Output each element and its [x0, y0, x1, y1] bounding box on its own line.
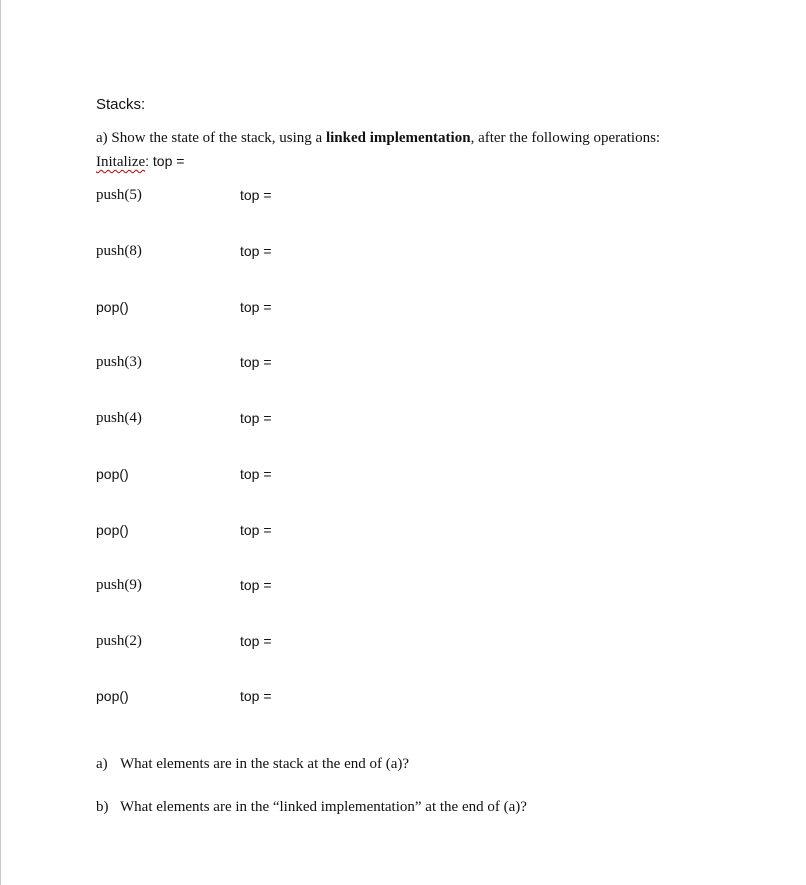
list-marker: a)	[96, 756, 108, 772]
operation-row	[96, 299, 396, 319]
operation-top: top =	[240, 688, 272, 704]
operation-row	[96, 410, 396, 430]
operation-name: push(9)	[96, 577, 142, 593]
operation-row	[96, 243, 396, 263]
operation-row	[96, 187, 396, 207]
operation-top: top =	[240, 410, 272, 426]
list-marker: b)	[96, 799, 109, 815]
operation-name: pop()	[96, 466, 129, 482]
operation-name: push(3)	[96, 354, 142, 370]
sub-question-a	[96, 756, 409, 773]
operation-row	[96, 522, 396, 542]
operation-top: top =	[240, 187, 272, 203]
operation-top: top =	[240, 299, 272, 315]
question-text-after: , after the following operations:	[470, 130, 661, 146]
initialize-line	[96, 153, 184, 171]
operation-name: pop()	[96, 688, 129, 704]
operation-name: push(8)	[96, 243, 142, 259]
sub-question-text: What elements are in the stack at the end of (a)?	[120, 756, 410, 772]
operation-row	[96, 577, 396, 597]
operation-top: top =	[240, 243, 272, 259]
sub-question-b	[96, 799, 527, 816]
sub-question-text: What elements are in the “linked implementation” at the end of (a)?	[120, 799, 527, 815]
question-bold-text: linked implementation	[325, 130, 471, 146]
operation-row	[96, 688, 396, 708]
question-text-before: a) Show the state of the stack, using a	[96, 130, 326, 146]
operation-row	[96, 633, 396, 653]
operation-top: top =	[240, 354, 272, 370]
initialize-top: : top =	[145, 153, 185, 169]
operation-name: pop()	[96, 522, 129, 538]
operation-top: top =	[240, 522, 272, 538]
operation-top: top =	[240, 466, 272, 482]
operation-name: push(2)	[96, 633, 142, 649]
operation-top: top =	[240, 633, 272, 649]
operation-row	[96, 354, 396, 374]
operation-name: pop()	[96, 299, 129, 315]
operation-name: push(4)	[96, 410, 142, 426]
operation-top: top =	[240, 577, 272, 593]
question-a	[96, 130, 660, 147]
operation-row	[96, 466, 396, 486]
section-heading: Stacks:	[96, 96, 146, 113]
operation-name: push(5)	[96, 187, 142, 203]
initialize-word: Initalize	[96, 154, 146, 170]
